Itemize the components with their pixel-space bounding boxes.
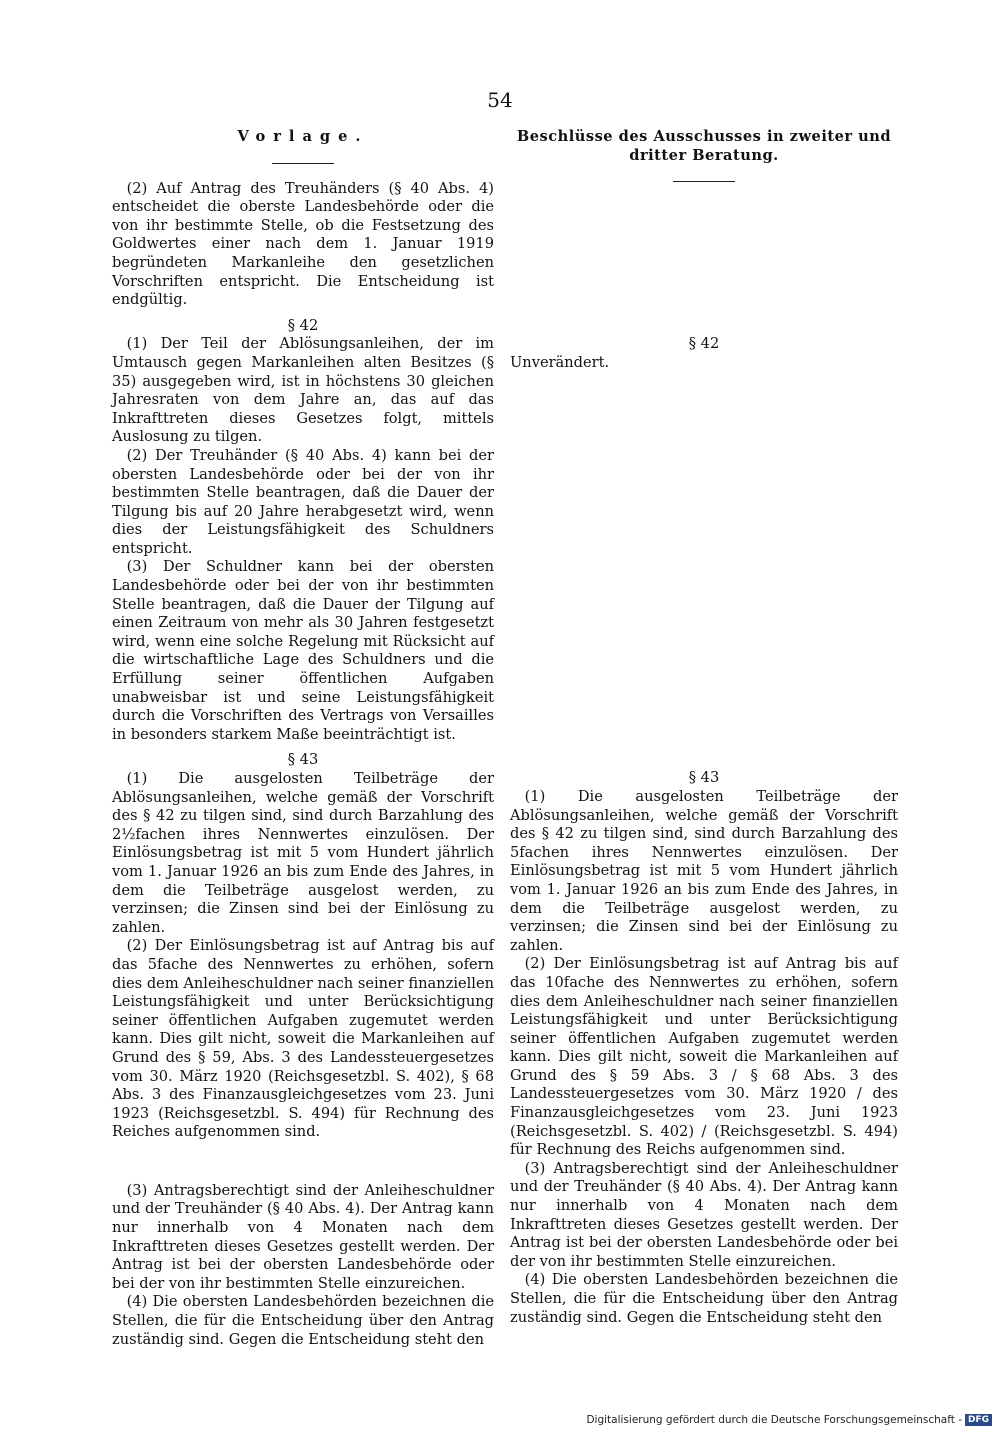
right-section-42-text: Unverändert. <box>510 353 610 371</box>
left-column-heading: Vorlage. <box>237 128 369 145</box>
left-para-42-3: (3) Der Schuldner kann bei der obersten Landesbehörde oder bei der von ihr bestimmten Stelle beantragen, daß die Dauer der Tilgung auf einen Zeitraum von mehr als 30 Jahren festgesetzt wird, wenn eine solche Regelung mit Rücksicht auf die wirtschaftliche Lage des Schuldners und die Erfüllung seiner öffentlichen Aufgaben unabweisbar ist und seine Leistungsfähigkeit durch die Vorschriften des Vertrags von Versailles in besonders starkem Maße beeinträchtigt ist. <box>112 558 494 743</box>
right-column-heading: Beschlüsse des Ausschusses in zweiter und dritter Beratung. <box>516 128 892 164</box>
left-para-42-intro: (2) Auf Antrag des Treuhänders (§ 40 Abs. 4) entscheidet die oberste Landesbehörde oder die von ihr bestimmte Stelle, ob die Festsetzung des Goldwertes einer nach dem 1. Januar 1919 begründeten Markanleihe den gesetzlichen Vorschriften entspricht. Die Entscheidung ist endgültig. <box>112 179 494 309</box>
right-para-43-2: (2) Der Einlösungsbetrag ist auf Antrag bis auf das 10fache des Nennwertes zu erhöhen, sofern dies dem Anleiheschuldner nach seiner finanziellen Leistungsfähigkeit und unter Berücksichtigung seiner öffentlichen Aufgaben zugemutet werden kann. Dies gilt nicht, soweit die Markanleihen auf Grund des § 59 Abs. 3 / § 68 Abs. 3 des Landessteuergesetzes vom 30. März 1920 / des Finanzausgleichgesetzes vom 23. Juni 1923 (Reichsgesetzbl. S. 402) / (Reichsgesetzbl. S. 494) für Rechnung des Reichs aufgenommen sind. <box>510 955 898 1159</box>
right-para-43-4: (4) Die obersten Landesbehörden bezeichnen die Stellen, die für die Entscheidung über den Antrag zuständig sind. Gegen die Entscheidung steht den <box>510 1271 898 1326</box>
left-column <box>112 128 494 1349</box>
right-section-43-title: § 43 <box>688 769 720 787</box>
left-para-43-1: (1) Die ausgelosten Teilbeträge der Ablösungsanleihen, welche gemäß der Vorschrift des § 42 zu tilgen sind, sind durch Barzahlung des 2½fachen ihres Nennwertes einzulösen. Der Einlösungsbetrag ist mit 5 vom Hundert jährlich vom 1. Januar 1926 an bis zum Ende des Jahres, in dem die Teilbeträge ausgelost werden, zu verzinsen; die Zinsen sind bei der Einlösung zu zahlen. <box>112 770 494 936</box>
right-heading-rule <box>673 181 735 182</box>
footer-credit <box>586 1414 992 1426</box>
right-gap-top <box>510 198 898 328</box>
left-heading-rule <box>272 163 334 164</box>
left-para-43-2: (2) Der Einlösungsbetrag ist auf Antrag bis auf das 5fache des Nennwertes zu erhöhen, sofern dies dem Anleiheschuldner nach seiner finanziellen Leistungsfähigkeit und unter Berücksichtigung seiner öffentlichen Aufgaben zugemutet werden kann. Dies gilt nicht, soweit die Markanleihen auf Grund des § 59, Abs. 3 des Landessteuergesetzes vom 30. März 1920 (Reichsgesetzbl. S. 402), § 68 Abs. 3 des Finanzausgleichgesetzes vom 23. Juni 1923 (Reichsgesetzbl. S. 494) für Rechnung des Reiches aufgenommen sind. <box>112 937 494 1141</box>
dfg-logo-icon: DFG <box>965 1414 992 1426</box>
right-para-43-1: (1) Die ausgelosten Teilbeträge der Ablösungsanleihen, welche gemäß der Vorschrift des § 42 zu tilgen sind, sind durch Barzahlung des 5fachen ihres Nennwertes einzulösen. Der Einlösungsbetrag ist mit 5 vom Hundert jährlich vom 1. Januar 1926 an bis zum Ende des Jahres, in dem die Teilbeträge ausgelost werden, zu verzinsen; die Zinsen sind bei der Einlösung zu zahlen. <box>510 787 898 954</box>
left-para-42-1: (1) Der Teil der Ablösungsanleihen, der im Umtausch gegen Markanleihen alten Besitzes (§ 35) ausgegeben wird, ist in höchstens 30 gleichen Jahresraten von dem Jahre an, das auf das Inkrafttreten dieses Gesetzes folgt, mittels Auslosung zu tilgen. <box>112 335 494 446</box>
right-gap-mid <box>510 372 898 762</box>
left-section-42-title: § 42 <box>287 316 319 334</box>
right-column <box>510 128 898 1327</box>
left-section-43-title: § 43 <box>287 751 319 769</box>
left-para-43-3: (3) Antragsberechtigt sind der Anleiheschuldner und der Treuhänder (§ 40 Abs. 4). Der Antrag kann nur innerhalb von 4 Monaten nach dem Inkrafttreten dieses Gesetzes gestellt werden. Der Antrag ist bei der obersten Landesbehörde oder bei der von ihr bestimmten Stelle einzureichen. <box>112 1181 494 1292</box>
left-para-42-2: (2) Der Treuhänder (§ 40 Abs. 4) kann bei der obersten Landesbehörde oder bei der von ihr bestimmten Stelle beantragen, daß die Dauer der Tilgung bis auf 20 Jahre herabgesetzt wird, wenn dies der Leistungsfähigkeit des Schuldners entspricht. <box>112 446 494 557</box>
right-para-43-3: (3) Antragsberechtigt sind der Anleiheschuldner und der Treuhänder (§ 40 Abs. 4). Der Antrag kann nur innerhalb von 4 Monaten nach dem Inkrafttreten dieses Gesetzes gestellt werden. Der Antrag ist bei der obersten Landesbehörde oder bei der von ihr bestimmten Stelle einzureichen. <box>510 1159 898 1270</box>
right-section-42-title: § 42 <box>688 335 720 353</box>
left-gap <box>112 1142 494 1182</box>
page-number: 54 <box>487 88 513 112</box>
left-para-43-4: (4) Die obersten Landesbehörden bezeichnen die Stellen, die für die Entscheidung über den Antrag zuständig sind. Gegen die Entscheidung steht den <box>112 1293 494 1348</box>
footer-text: Digitalisierung gefördert durch die Deutsche Forschungsgemeinschaft - <box>586 1414 962 1426</box>
